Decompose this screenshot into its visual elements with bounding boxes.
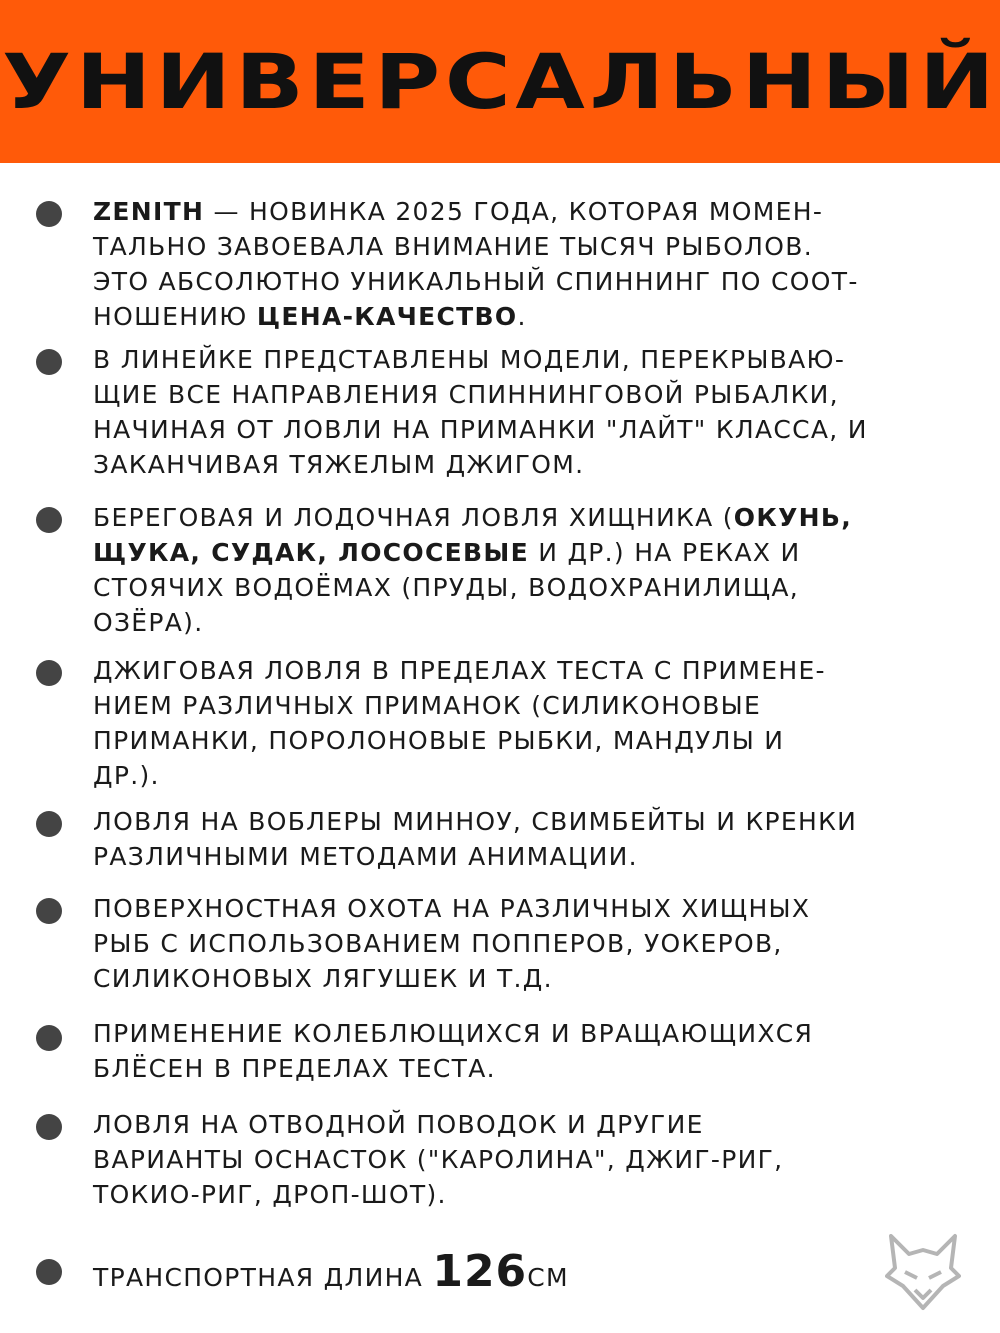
highlight-text: ЦЕНА-КАЧЕСТВО <box>256 302 518 331</box>
bullet-icon <box>36 201 62 227</box>
bullet-icon <box>36 811 62 837</box>
feature-text: В ЛИНЕЙКЕ ПРЕДСТАВЛЕНЫ МОДЕЛИ, ПЕРЕКРЫВАЮ- ЩИЕ ВСЕ НАПРАВЛЕНИЯ СПИННИНГОВОЙ РЫБАЛКИ, НАЧИНАЯ ОТ ЛОВЛИ НА ПРИМАНКИ "ЛАЙТ" КЛАССА, И ЗАКАНЧИВАЯ ТЯЖЕЛЫМ ДЖИГОМ. <box>93 345 868 479</box>
feature-text: ПРИМЕНЕНИЕ КОЛЕБЛЮЩИХСЯ И ВРАЩАЮЩИХСЯ БЛЁСЕН В ПРЕДЕЛАХ ТЕСТА. <box>93 1019 814 1083</box>
transport-label: ТРАНСПОРТНАЯ ДЛИНА <box>93 1263 433 1292</box>
feature-text: ЛОВЛЯ НА ОТВОДНОЙ ПОВОДОК И ДРУГИЕ ВАРИАНТЫ ОСНАСТОК ("КАРОЛИНА", ДЖИГ-РИГ, ТОКИО-РИГ, ДРОП-ШОТ). <box>93 1110 784 1209</box>
bullet-icon <box>36 1259 62 1285</box>
feature-text: ZENITH — НОВИНКА 2025 ГОДА, КОТОРАЯ МОМЕН- ТАЛЬНО ЗАВОЕВАЛА ВНИМАНИЕ ТЫСЯЧ РЫБОЛОВ. ЭТО АБСОЛЮТНО УНИКАЛЬНЫЙ СПИННИНГ ПО СООТ- НОШЕНИЮ ЦЕНА-КАЧЕСТВО. <box>93 197 859 331</box>
feature-text: БЕРЕГОВАЯ И ЛОДОЧНАЯ ЛОВЛЯ ХИЩНИКА (ОКУНЬ, ЩУКА, СУДАК, ЛОСОСЕВЫЕ И ДР.) НА РЕКАХ И СТОЯЧИХ ВОДОЁМАХ (ПРУДЫ, ВОДОХРАНИЛИЩА, ОЗЁРА). <box>93 503 853 637</box>
transport-value: 126 <box>432 1246 528 1297</box>
bullet-icon <box>36 1025 62 1051</box>
feature-text: ПОВЕРХНОСТНАЯ ОХОТА НА РАЗЛИЧНЫХ ХИЩНЫХ РЫБ С ИСПОЛЬЗОВАНИЕМ ПОППЕРОВ, УОКЕРОВ, СИЛИКОНОВЫХ ЛЯГУШЕК И Т.Д. <box>93 894 811 993</box>
brand-name: ZENITH <box>93 197 205 226</box>
bullet-icon <box>36 660 62 686</box>
page-title: УНИВЕРСАЛЬНЫЙ <box>1 36 999 126</box>
feature-text: ДЖИГОВАЯ ЛОВЛЯ В ПРЕДЕЛАХ ТЕСТА С ПРИМЕНЕ- НИЕМ РАЗЛИЧНЫХ ПРИМАНОК (СИЛИКОНОВЫЕ ПРИМАНКИ, ПОРОЛОНОВЫЕ РЫБКИ, МАНДУЛЫ И ДР.). <box>93 656 826 790</box>
bullet-icon <box>36 1114 62 1140</box>
transport-unit: СМ <box>527 1263 569 1292</box>
feature-text: ЛОВЛЯ НА ВОБЛЕРЫ МИННОУ, СВИМБЕЙТЫ И КРЕНКИ РАЗЛИЧНЫМИ МЕТОДАМИ АНИМАЦИИ. <box>93 807 858 871</box>
header-banner <box>0 0 1000 163</box>
bullet-icon <box>36 898 62 924</box>
bullet-icon <box>36 507 62 533</box>
wolf-head-icon <box>885 1232 961 1312</box>
transport-length <box>93 1246 973 1297</box>
bullet-icon <box>36 349 62 375</box>
